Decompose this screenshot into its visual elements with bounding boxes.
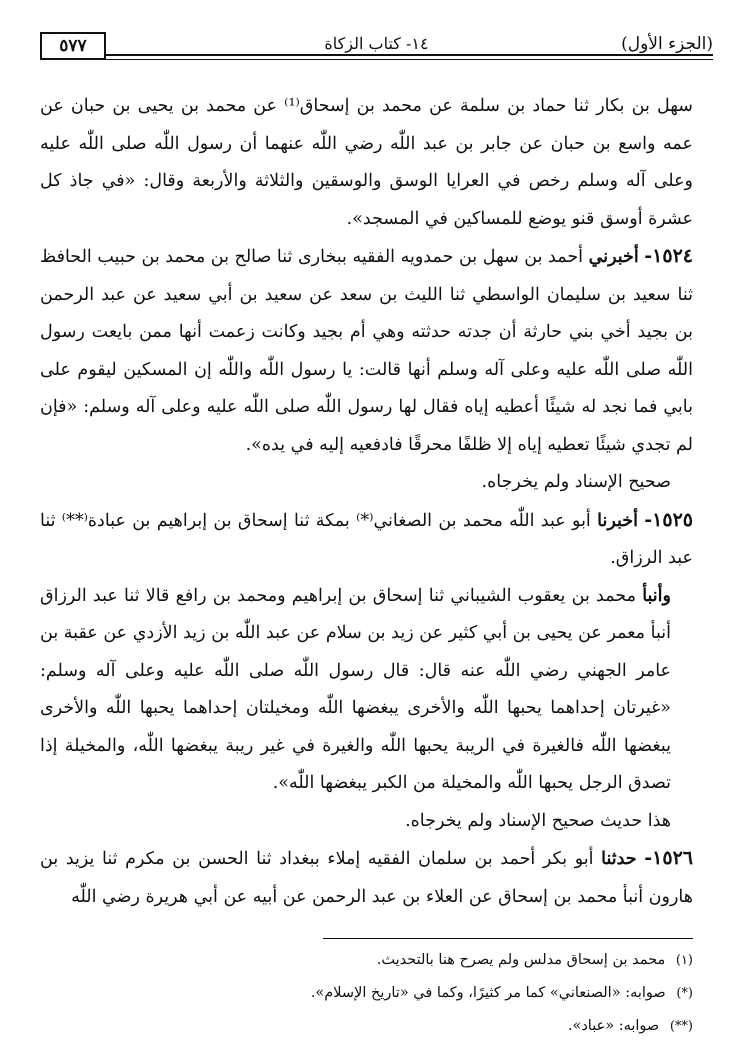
page-number: ٥٧٧ <box>40 32 106 60</box>
footnote-mark: (*) <box>676 986 693 1001</box>
hadith-lead-word: وأنبأ <box>642 585 671 606</box>
paragraph-text: أبو بكر أحمد بن سلمان الفقيه إملاء ببغداد ثنا الحسن بن مكرم ثنا يزيد بن هارون أنبأ محمد بن إسحاق عن العلاء بن عبد الرحمن عن أبيه عن أبي هريرة رضي اللّٰه <box>40 849 693 907</box>
hadith-1524 <box>40 238 693 464</box>
hadith-lead-word: أخبرنا <box>597 510 638 531</box>
page-header <box>40 28 713 68</box>
hadith-lead-word: حدثنا <box>601 849 637 869</box>
footnote-mark: (**) <box>669 1019 693 1034</box>
paragraph-continuation <box>40 88 693 238</box>
grading-note <box>40 803 693 841</box>
footnote-text: صوابه: «عباد». <box>567 1018 660 1034</box>
hadith-number: ١٥٢٤- <box>644 245 693 267</box>
footnote <box>40 944 693 977</box>
hadith-number: ١٥٢٦- <box>644 847 693 869</box>
book-title: ١٤- كتاب الزكاة <box>324 34 429 53</box>
paragraph-text: صحيح الإسناد ولم يخرجاه. <box>481 472 671 492</box>
footnotes <box>40 944 693 1043</box>
hadith-number: ١٥٢٥- <box>644 508 693 531</box>
paragraph-text: أبو عبد اللّٰه محمد بن الصغاني⁽*⁾ بمكة ثنا إسحاق بن إبراهيم بن عبادة⁽**⁾ ثنا عبد الرزاق. <box>40 510 693 568</box>
footnote-separator <box>323 938 693 939</box>
chain-paragraph <box>40 578 693 803</box>
footnote <box>40 977 693 1010</box>
main-text <box>40 88 693 916</box>
hadith-lead-word: أخبرني <box>588 247 639 267</box>
grading-note <box>40 464 693 502</box>
hadith-1526 <box>40 840 693 916</box>
footnote-mark: (١) <box>675 953 693 968</box>
paragraph-text: محمد بن يعقوب الشيباني ثنا إسحاق بن إبراهيم ومحمد بن رافع قالا ثنا عبد الرزاق أنبأ معمر عن يحيى بن أبي كثير عن زيد بن سلام عن عبد اللّٰه بن زيد الأزدي عن عقبة بن عامر الجهني رضي اللّٰه عنه قال: قال رسول اللّٰه صلى اللّٰه عليه وعلى آله وسلم: «غيرتان إحداهما يحبها اللّٰه والأخرى يبغضها اللّٰه ومخيلتان إحداهما يحبها اللّٰه والأخرى يبغضها اللّٰه فالغيرة في الريبة يحبها اللّٰه والغيرة في غير ريبة يبغضها اللّٰه، والمخيلة إذا تصدق الرجل يحبها اللّٰه والمخيلة من الكبر يبغضها اللّٰه». <box>40 585 671 793</box>
header-rule-thick <box>106 54 713 56</box>
volume-label: (الجزء الأول) <box>621 34 713 54</box>
footnote-text: محمد بن إسحاق مدلس ولم يصرح هنا بالتحديث. <box>376 952 666 968</box>
hadith-1525 <box>40 502 693 578</box>
footnote-text: صوابه: «الصنعاني» كما مر كثيرًا، وكما في «تاريخ الإسلام». <box>310 985 666 1001</box>
paragraph-text: سهل بن بكار ثنا حماد بن سلمة عن محمد بن إسحاق⁽¹⁾ عن محمد بن يحيى بن حبان عن عمه واسع بن حبان عن جابر بن عبد اللّٰه رضي اللّٰه عنهما أن رسول اللّٰه صلى اللّٰه عليه وعلى آله وسلم رخص في العرايا الوسق والوسقين والثلاثة والأربعة وقال: «في جاذ كل عشرة أوسق قنو يوضع للمساكين في المسجد». <box>40 96 693 229</box>
paragraph-text: أحمد بن سهل بن حمدويه الفقيه ببخارى ثنا صالح بن محمد بن حبيب الحافظ ثنا سعيد بن سليمان الواسطي ثنا الليث بن سعد عن سعيد بن أبي سعيد عن عبد الرحمن بن بجيد أخي بني حارثة أن جدته حدثته وهي أم بجيد وكانت زعمت أنها ممن بايعت رسول اللّٰه صلى اللّٰه عليه وعلى آله وسلم أنها قالت: يا رسول اللّٰه واللّٰه إن المسكين ليقوم على بابي فما نجد له شيئًا أعطيه إياه فقال لها رسول اللّٰه صلى اللّٰه عليه وعلى آله وسلم: «فإن لم تجدي شيئًا تعطيه إياه إلا ظلفًا محرقًا فادفعيه إليه في يده». <box>40 247 693 455</box>
paragraph-text: هذا حديث صحيح الإسناد ولم يخرجاه. <box>405 810 671 831</box>
footnote <box>40 1010 693 1043</box>
header-rule-thin <box>106 59 713 60</box>
